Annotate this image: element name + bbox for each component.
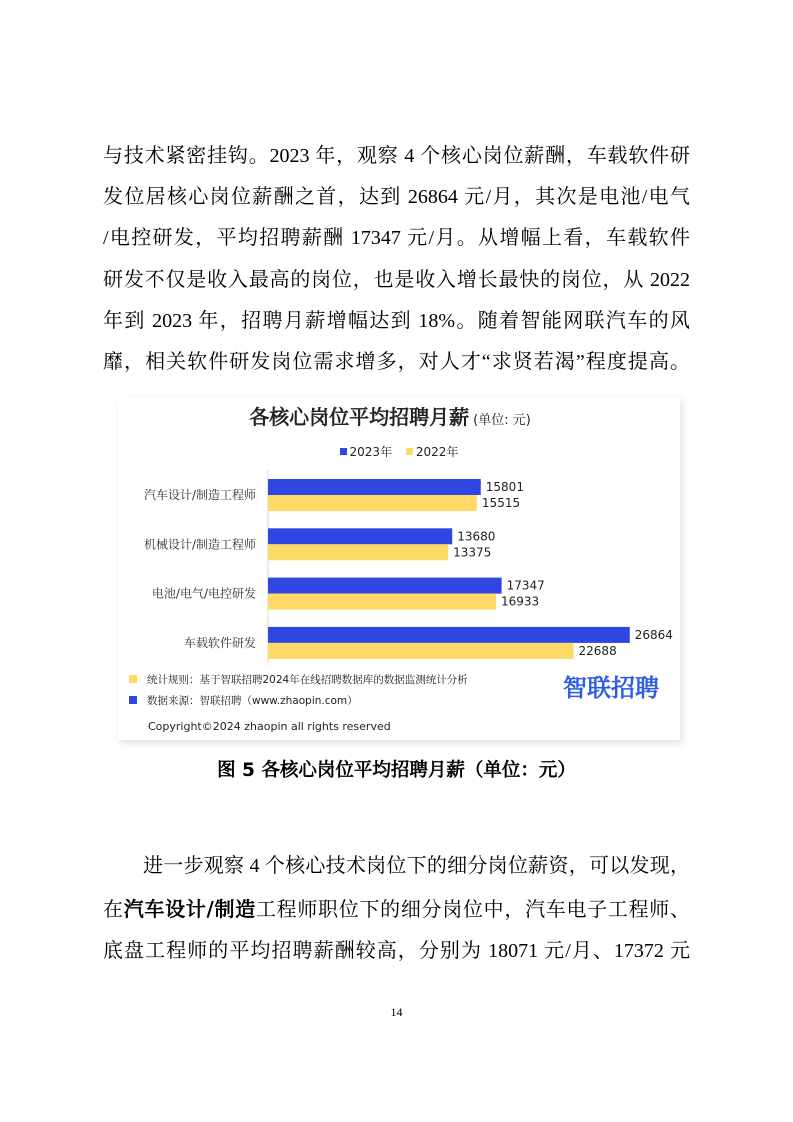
bar-series-2 <box>268 594 496 610</box>
text-line: 底盘工程师的平均招聘薪酬较高，分别为 18071 元/月、17372 元 <box>103 940 690 962</box>
copyright-text: Copyright©2024 zhaopin all rights reserved <box>148 720 391 733</box>
chart-title: 各核心岗位平均招聘月薪 <box>249 405 470 429</box>
text-segment: 工程师职位下的细分岗位中，汽车电子工程师、 <box>255 898 690 921</box>
note-text: 统计规则：基于智联招聘2024年在线招聘数据库的数据监测统计分析 <box>147 673 468 686</box>
value-label: 13375 <box>453 545 492 560</box>
bar-series-2 <box>268 643 574 659</box>
chart-note-data-source <box>129 693 358 707</box>
text-segment: 在 <box>103 898 124 921</box>
body-paragraph-2 <box>103 845 690 973</box>
text-line-with-emphasis <box>103 888 690 931</box>
salary-bar-chart <box>118 398 680 740</box>
legend-swatch-2022 <box>406 448 413 455</box>
zhaopin-logo: 智联招聘 <box>563 674 659 702</box>
bar-series-2 <box>268 495 477 511</box>
legend-label-2022: 2022年 <box>415 444 459 459</box>
note-text: 数据来源：智联招聘（www.zhaopin.com） <box>147 694 358 707</box>
chart-title-row <box>118 404 680 434</box>
value-label: 16933 <box>501 594 540 609</box>
body-paragraph-1 <box>103 136 690 383</box>
page-number: 14 <box>390 1005 403 1019</box>
chart-legend <box>118 443 680 460</box>
chart-unit-label: (单位: 元) <box>473 413 531 428</box>
legend-swatch-2023 <box>340 448 347 455</box>
value-label: 17347 <box>506 578 545 593</box>
bar-series-1 <box>268 528 452 544</box>
bar-series-2 <box>268 544 448 560</box>
chart-note-statistics-rule <box>129 672 468 686</box>
text-line: 与技术紧密挂钩。2023 年，观察 4 个核心岗位薪酬，车载软件研 <box>103 145 690 167</box>
text-line: /电控研发，平均招聘薪酬 17347 元/月。从增幅上看，车载软件 <box>103 227 690 250</box>
bar-series-1 <box>268 479 481 495</box>
category-label: 车载软件研发 <box>183 635 256 650</box>
text-line: 研发不仅是收入最高的岗位，也是收入增长最快的岗位，从 2022 <box>103 268 690 291</box>
bold-emphasis: 汽车设计/制造 <box>123 896 256 921</box>
bar-series-1 <box>268 627 630 643</box>
legend-label-2023: 2023年 <box>349 444 393 459</box>
value-label: 26864 <box>634 627 673 642</box>
legend-item-2023 <box>340 444 393 460</box>
note-marker-square <box>129 696 137 704</box>
category-label: 汽车设计/制造工程师 <box>143 488 256 502</box>
legend-item-2022 <box>406 444 459 460</box>
text-line: 靡，相关软件研发岗位需求增多，对人才“求贤若渴”程度提高。 <box>103 350 690 373</box>
text-line: 进一步观察 4 个核心技术岗位下的细分岗位薪资，可以发现， <box>143 855 690 877</box>
note-marker-square <box>129 675 137 683</box>
category-label: 电池/电气/电控研发 <box>151 586 256 601</box>
text-line: 发位居核心岗位薪酬之首，达到 26864 元/月，其次是电池/电气 <box>103 186 690 209</box>
value-label: 13680 <box>457 529 496 544</box>
value-label: 22688 <box>578 643 617 658</box>
value-label: 15515 <box>481 496 521 510</box>
figure-caption: 图 5 各核心岗位平均招聘月薪（单位：元） <box>217 760 576 781</box>
bar-series-1 <box>268 578 502 594</box>
value-label: 15801 <box>485 480 524 494</box>
text-line: 年到 2023 年，招聘月薪增幅达到 18%。随着智能网联汽车的风 <box>103 309 690 332</box>
category-label: 机械设计/制造工程师 <box>143 537 256 552</box>
